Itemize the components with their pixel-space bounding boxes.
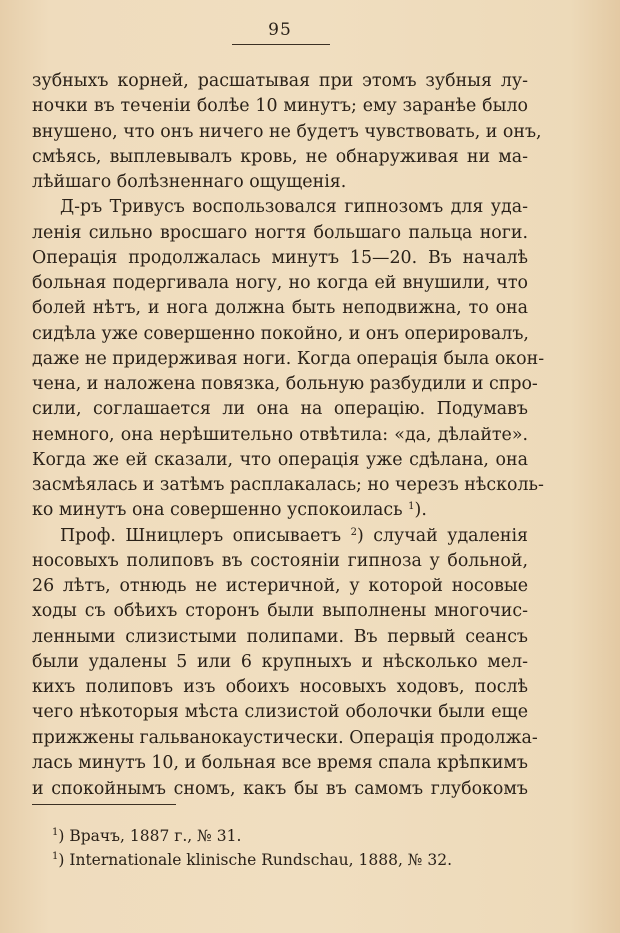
footnote-ref: 2 bbox=[350, 527, 357, 538]
text-line: засмѣялась и затѣмъ расплакалась; но черезъ нѣсколь- bbox=[32, 475, 544, 495]
text-line: лась минутъ 10, и больная все время спала крѣпкимъ bbox=[32, 753, 528, 773]
text-line: болей нѣтъ, и нога должна быть неподвижна, то она bbox=[32, 298, 528, 318]
text-line: носовыхъ полиповъ въ состояніи гипноза у больной, bbox=[32, 551, 528, 571]
text-line: Д-ръ Тривусъ воспользовался гипнозомъ для уда- bbox=[60, 197, 528, 217]
text-line: ленія сильно вросшаго ногтя большаго пальца ноги. bbox=[32, 223, 528, 243]
text-line: Когда же ей сказали, что операція уже сдѣлана, она bbox=[32, 450, 528, 470]
footnote-rule bbox=[32, 804, 176, 805]
text-line: ленными слизистыми полипами. Въ первый сеансъ bbox=[32, 627, 528, 647]
text-line: сили, соглашается ли она на операцію. Подумавъ bbox=[32, 399, 528, 419]
text-fragment: ко минутъ она совершенно успокоилась bbox=[32, 500, 403, 520]
text-line bbox=[60, 525, 528, 547]
text-line: сидѣла уже совершенно покойно, и онъ оперировалъ, bbox=[32, 324, 529, 344]
text-line: немного, она нерѣшительно отвѣтила: «да, дѣлайте». bbox=[32, 425, 528, 445]
footnote bbox=[52, 850, 452, 870]
text-line: были удалены 5 или 6 крупныхъ и нѣсколько мел- bbox=[32, 652, 528, 672]
text-line: ходы съ обѣихъ сторонъ были выполнены многочис- bbox=[32, 601, 528, 621]
text-line: чена, и наложена повязка, больную разбудили и спро- bbox=[32, 374, 538, 394]
text-line: кихъ полиповъ изъ обоихъ носовыхъ ходовъ, послѣ bbox=[32, 677, 528, 697]
text-line: прижжены гальванокаустически. Операція продолжа- bbox=[32, 728, 538, 748]
text-fragment: ) случай удаленія bbox=[356, 526, 528, 546]
text-line: зубныхъ корней, расшатывая при этомъ зубныя лу- bbox=[32, 71, 528, 91]
footnote-text: ) Internationale klinische Rundschau, 1888, № 32. bbox=[58, 851, 453, 869]
text-line: ночки въ теченіи болѣе 10 минутъ; ему заранѣе было bbox=[32, 96, 528, 116]
text-line: смѣясь, выплевывалъ кровь, не обнаруживая ни ма- bbox=[32, 147, 528, 167]
text-line: Операція продолжалась минутъ 15—20. Въ началѣ bbox=[32, 248, 528, 268]
text-line: внушено, что онъ ничего не будетъ чувствовать, и онъ, bbox=[32, 122, 542, 142]
footnote bbox=[52, 826, 241, 846]
footnote-ref: 1 bbox=[408, 501, 415, 512]
text-line: чего нѣкоторыя мѣста слизистой оболочки были еще bbox=[32, 702, 528, 722]
text-fragment: Проф. Шницлеръ описываетъ bbox=[60, 526, 342, 546]
text-line bbox=[32, 499, 528, 521]
footnote-mark: 1 bbox=[52, 851, 59, 862]
header-rule bbox=[232, 44, 330, 45]
page-number: 95 bbox=[268, 20, 292, 40]
text-line: 26 лѣтъ, отнюдь не истеричной, у которой носовые bbox=[32, 576, 528, 596]
text-line: лѣйшаго болѣзненнаго ощущенія. bbox=[32, 172, 347, 192]
footnote-text: ) Врачъ, 1887 г., № 31. bbox=[58, 827, 242, 845]
footnote-mark: 1 bbox=[52, 827, 59, 838]
text-line: больная подергивала ногу, но когда ей внушили, что bbox=[32, 273, 528, 293]
text-fragment: ). bbox=[414, 500, 427, 520]
text-line: и спокойнымъ сномъ, какъ бы въ самомъ глубокомъ bbox=[32, 779, 528, 799]
text-line: даже не придерживая ноги. Когда операція была окон- bbox=[32, 349, 545, 369]
